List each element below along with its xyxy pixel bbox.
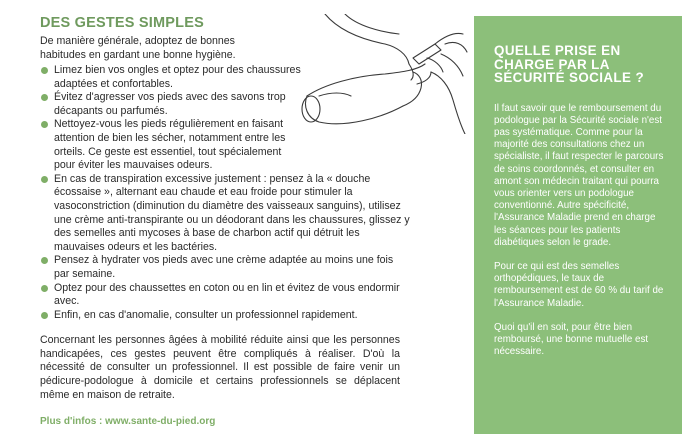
panel-paragraph-3: Quoi qu'il en soit, pour être bien remboursé, une bonne mutuelle est nécessaire.	[494, 321, 649, 358]
bullet-icon	[41, 285, 48, 292]
list-item: Enfin, en cas d'anomalie, consulter un professionnel rapidement.	[40, 309, 410, 323]
bullet-icon	[41, 257, 48, 264]
foot-care-illustration	[285, 14, 470, 134]
bullet-icon	[41, 94, 48, 101]
list-item: Limez bien vos ongles et optez pour des chaussures adaptées et confortables.	[40, 64, 304, 91]
intro-text: De manière générale, adoptez de bonnes habitudes en gardant une bonne hygiène.	[40, 35, 236, 61]
list-item: Pensez à hydrater vos pieds avec une crème adaptée au moins une fois par semaine.	[40, 254, 410, 281]
list-item: Optez pour des chaussettes en coton ou en lin et évitez de vous endormir avec.	[40, 282, 410, 309]
bullet-icon	[41, 312, 48, 319]
bullet-icon	[41, 176, 48, 183]
panel-title: QUELLE PRISE EN CHARGE PAR LA SÉCURITÉ SOCIALE ?	[494, 43, 645, 85]
bullet-icon	[41, 121, 48, 128]
panel-paragraph-2: Pour ce qui est des semelles orthopédiques, le taux de remboursement est de 60 % du tarif de l'Assurance Maladie.	[494, 260, 664, 309]
list-item: En cas de transpiration excessive justement : pensez à la « douche écossaise », alternant eau chaude et eau froide pour stimuler la vasoconstriction (diminution du diamètre des vaisseaux sanguins), utilisez une crème anti-transpirante ou un déodorant dans les chaussures, glissez y des semelles anti mycoses à base de charbon actif qui détruit les mauvaises odeurs et les bactéries.	[40, 173, 410, 255]
bullet-icon	[41, 67, 48, 74]
article-title: DES GESTES SIMPLES	[40, 15, 204, 31]
list-item: Évitez d'agresser vos pieds avec des savons trop décapants ou parfumés.	[40, 91, 304, 118]
social-security-panel	[474, 16, 682, 434]
more-info-link[interactable]: Plus d'infos : www.sante-du-pied.org	[40, 416, 216, 428]
elderly-paragraph: Concernant les personnes âgées à mobilité réduite ainsi que les personnes handicapées, ces gestes peuvent être compliqués à réaliser. D'où la nécessité de consulter un professionnel. Il est possible de faire venir un pédicure-podologue à domicile et certains professionnels se déplacent même en maison de retraite.	[40, 334, 400, 401]
list-item: Nettoyez-vous les pieds régulièrement en faisant attention de bien les sécher, notamment entre les orteils. Ce geste est essentiel, tout spécialement pour éviter les mauvaises odeurs.	[40, 118, 304, 172]
panel-paragraph-1: Il faut savoir que le remboursement du podologue par la Sécurité sociale n'est pas systématique. Comme pour la majorité des consultations chez un spécialiste, il faut respecter le parcours de soins coordonnés, et consulter en amont son médecin traitant qui pourra vous orienter vers un podologue conventionné. Autre spécificité, l'Assurance Maladie prend en charge les séances pour les patients diabétiques selon le grade.	[494, 102, 664, 248]
